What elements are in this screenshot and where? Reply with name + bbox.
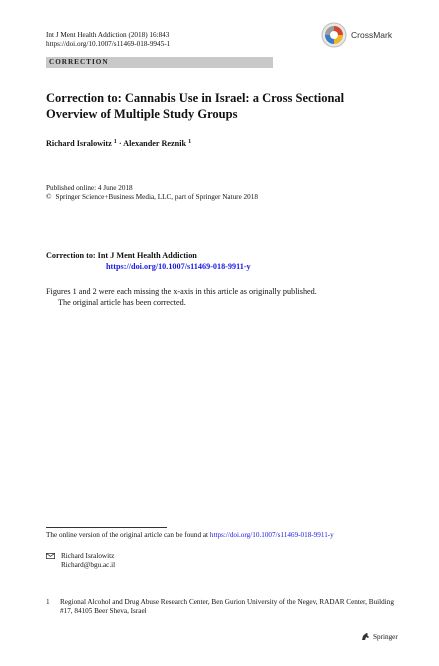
online-version-footnote [46, 531, 334, 540]
publication-info [46, 184, 258, 202]
author-name[interactable]: Alexander Reznik [123, 139, 187, 148]
author-affiliation-marker: 1 [113, 139, 117, 145]
author-affiliation-marker: 1 [188, 139, 192, 145]
journal-citation: Int J Ment Health Addiction (2018) 16:843 [46, 31, 170, 39]
correction-paragraph: The original article has been corrected. [58, 298, 186, 307]
online-version-text: The online version of the original article can be found at [46, 531, 209, 539]
journal-info [46, 31, 170, 49]
crossmark-label: CrossMark [351, 30, 393, 40]
article-doi[interactable]: https://doi.org/10.1007/s11469-018-9945-1 [46, 40, 171, 48]
envelope-icon [46, 553, 55, 559]
footnote-divider [46, 527, 167, 528]
published-date: Published online: 4 June 2018 [46, 184, 133, 192]
contact-email[interactable]: Richard@bgu.ac.il [61, 561, 116, 569]
correction-paragraph: Figures 1 and 2 were each missing the x-axis in this article as originally published. [46, 287, 317, 296]
author-name[interactable]: Richard Isralowitz [46, 139, 112, 148]
article-title: Correction to: Cannabis Use in Israel: a Cross Sectional Overview of Multiple Study Groups [46, 91, 345, 121]
online-version-doi-link[interactable]: https://doi.org/10.1007/s11469-018-9911-y [209, 531, 334, 539]
correction-body [46, 286, 376, 308]
affiliation-footnote [46, 598, 400, 616]
original-article-doi-link[interactable]: https://doi.org/10.1007/s11469-018-9911-y [106, 262, 251, 271]
copyright-text: Springer Science+Business Media, LLC, part of Springer Nature 2018 [55, 193, 258, 201]
contact-name: Richard Isralowitz [61, 552, 115, 560]
publisher-name: Springer [373, 632, 398, 641]
crossmark-badge[interactable] [321, 22, 392, 48]
affiliation-number: 1 [46, 598, 50, 606]
copyright-symbol: © [46, 193, 52, 201]
author-separator: · [118, 139, 122, 148]
affiliation-text: Regional Alcohol and Drug Abuse Research Center, Ben Gurion University of the Negev, RADAR Center, Building #17, 84105 Beer Sheva, Israel [60, 598, 394, 615]
section-label: CORRECTION [49, 58, 109, 66]
publisher-logo [361, 632, 398, 641]
author-list [46, 139, 191, 148]
correction-heading: Correction to: Int J Ment Health Addiction [46, 251, 197, 260]
crossmark-icon [321, 22, 347, 48]
section-label-bar [46, 57, 273, 68]
springer-horse-icon [361, 632, 370, 641]
corresponding-author [46, 552, 115, 570]
